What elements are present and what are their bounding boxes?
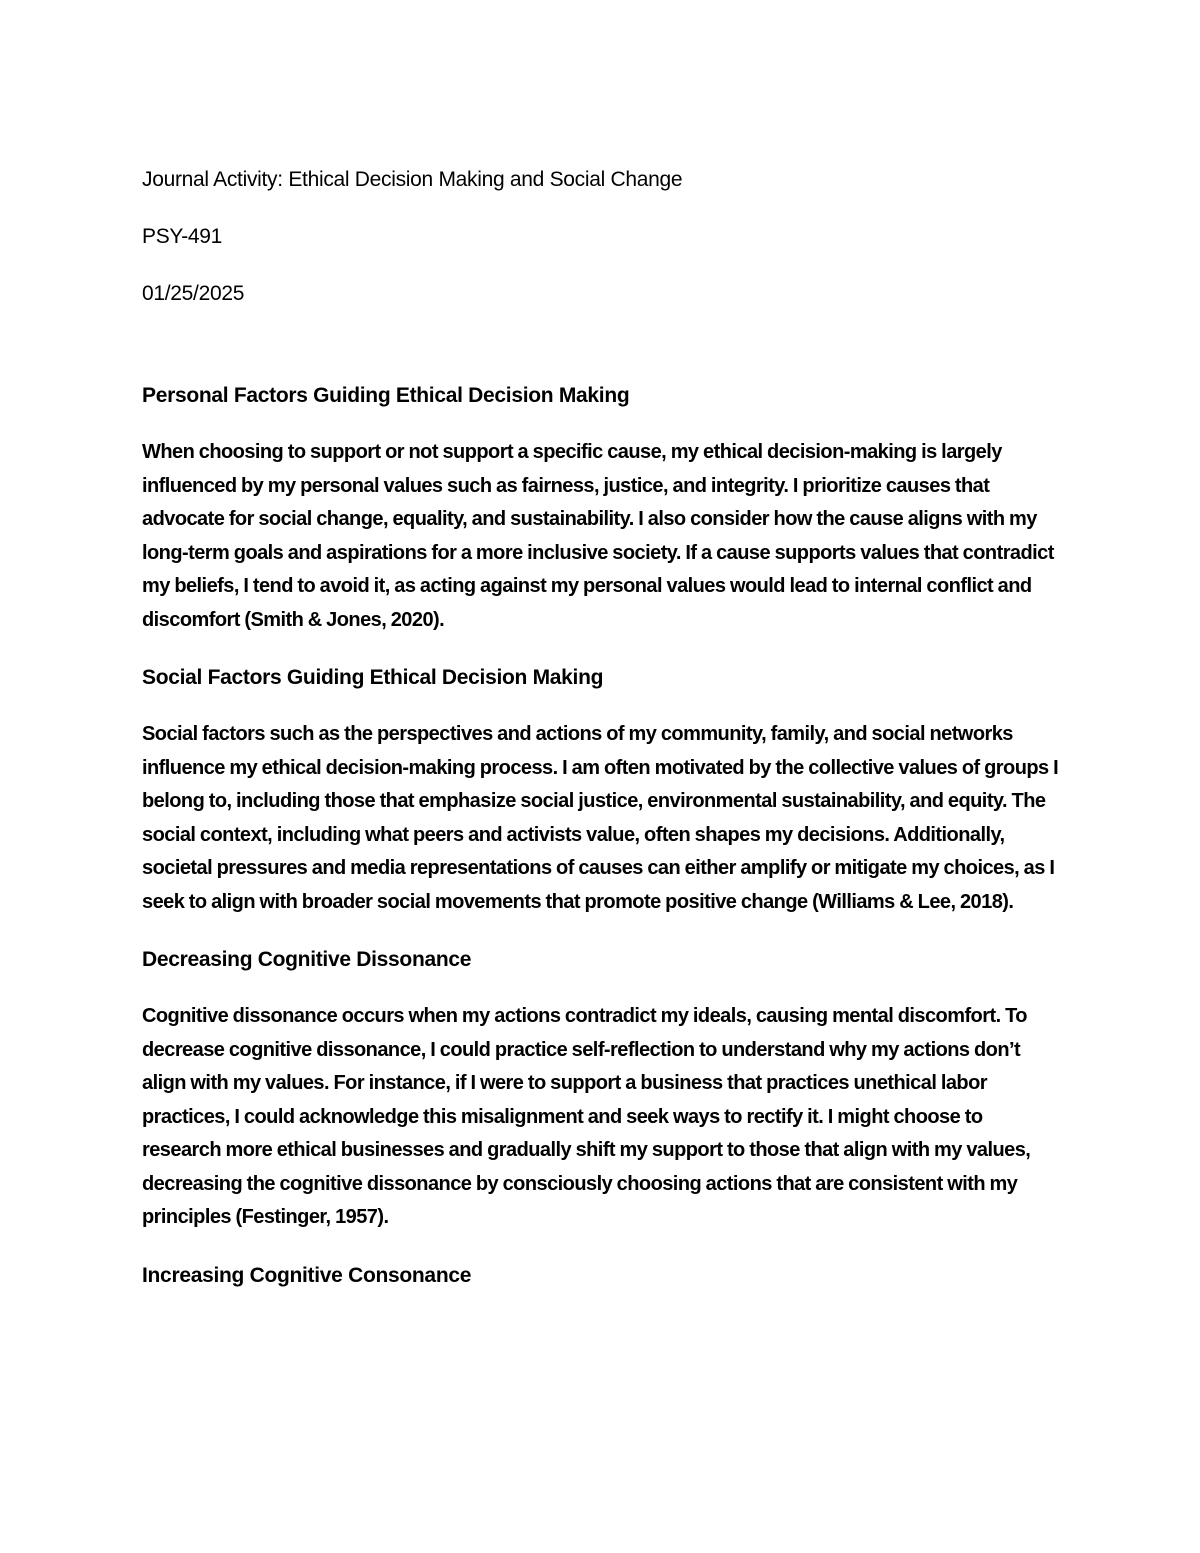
document-title: Journal Activity: Ethical Decision Making and Social Change (142, 168, 683, 191)
section-body-personal-factors: When choosing to support or not support a specific cause, my ethical decision-making is largely influenced by my personal values such as fairness, justice, and integrity. I prioritize causes that advocate for social change, equality, and sustainability. I also consider how the cause aligns with my long-term goals and aspirations for a more inclusive society. If a cause supports values that contradict my beliefs, I tend to avoid it, as acting against my personal values would lead to internal conflict and discomfort (Smith & Jones, 2020). (142, 441, 1054, 631)
course-code: PSY-491 (142, 225, 223, 248)
section-heading-personal-factors: Personal Factors Guiding Ethical Decision Making (142, 384, 630, 407)
section-body-social-factors: Social factors such as the perspectives and actions of my community, family, and social networks influence my ethical decision-making process. I am often motivated by the collective values of groups I belong to, including those that emphasize social justice, environmental sustainability, and equity. The social context, including what peers and activists value, often shapes my decisions. Additionally, societal pressures and media representations of causes can either amplify or mitigate my choices, as I seek to align with broader social movements that promote positive change (Williams & Lee, 2018). (142, 723, 1059, 913)
document-date: 01/25/2025 (142, 282, 245, 305)
document-body (142, 163, 1062, 1316)
section-heading-social-factors: Social Factors Guiding Ethical Decision Making (142, 666, 604, 689)
section-heading-increasing-consonance: Increasing Cognitive Consonance (142, 1263, 472, 1287)
section-heading-decreasing-dissonance: Decreasing Cognitive Dissonance (142, 948, 472, 971)
section-body-decreasing-dissonance: Cognitive dissonance occurs when my actions contradict my ideals, causing mental discomfort. To decrease cognitive dissonance, I could practice self-reflection to understand why my actions don’t align with my values. For instance, if I were to support a business that practices unethical labor practices, I could acknowledge this misalignment and seek ways to rectify it. I might choose to research more ethical businesses and gradually shift my support to those that align with my values, decreasing the cognitive dissonance by consciously choosing actions that are consistent with my principles (Festinger, 1957). (142, 1005, 1031, 1228)
